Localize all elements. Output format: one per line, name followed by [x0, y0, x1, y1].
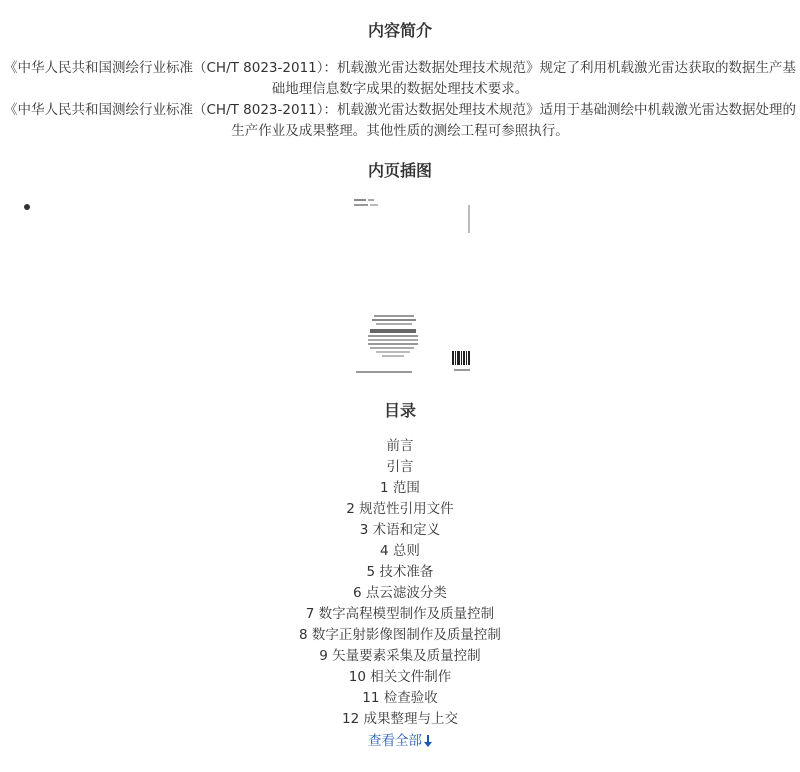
toc-item: 引言 [386, 459, 414, 475]
toc-item: 1 范围 [380, 480, 420, 496]
toc-list [0, 436, 800, 730]
toc-heading: 目录 [383, 401, 416, 420]
toc-item: 9 矢量要素采集及质量控制 [319, 648, 481, 664]
view-all-label: 查看全部 [368, 733, 422, 749]
arrow-down-icon [424, 735, 432, 747]
toc-item: 前言 [386, 438, 414, 454]
toc-item: 4 总则 [380, 543, 420, 559]
toc-item: 2 规范性引用文件 [346, 501, 454, 517]
toc-item: 3 术语和定义 [359, 522, 441, 538]
view-all-row [0, 731, 800, 752]
toc-item: 6 点云滤波分类 [353, 585, 447, 601]
bullet-icon [24, 204, 30, 210]
toc-item: 10 相关文件制作 [348, 669, 452, 685]
intro-paragraph: 《中华人民共和国测绘行业标准（CH/T 8023-2011）：机载激光雷达数据处理技术规范》规定了利用机载激光雷达获取的数据生产基础地理信息数字成果的数据处理技术要求。 [4, 60, 796, 97]
toc-item: 8 数字正射影像图制作及质量控制 [299, 627, 501, 643]
toc-item: 5 技术准备 [366, 564, 434, 580]
toc-item: 12 成果整理与上交 [342, 711, 458, 727]
book-spine-image [464, 205, 474, 233]
illustrations-heading: 内页插图 [367, 161, 432, 180]
toc-item: 11 检查验收 [362, 690, 438, 706]
view-all-link[interactable] [368, 733, 432, 749]
intro-description [4, 58, 796, 142]
illustration-image [346, 193, 480, 383]
intro-heading: 内容简介 [367, 21, 432, 40]
barcode-image [444, 343, 480, 379]
intro-paragraph: 《中华人民共和国测绘行业标准（CH/T 8023-2011）：机载激光雷达数据处理技术规范》适用于基础测绘中机载激光雷达数据处理的生产作业及成果整理。其他性质的测绘工程可参照执行。 [4, 102, 796, 139]
book-back-cover-image [346, 193, 420, 379]
toc-item: 7 数字高程模型制作及质量控制 [305, 606, 495, 622]
